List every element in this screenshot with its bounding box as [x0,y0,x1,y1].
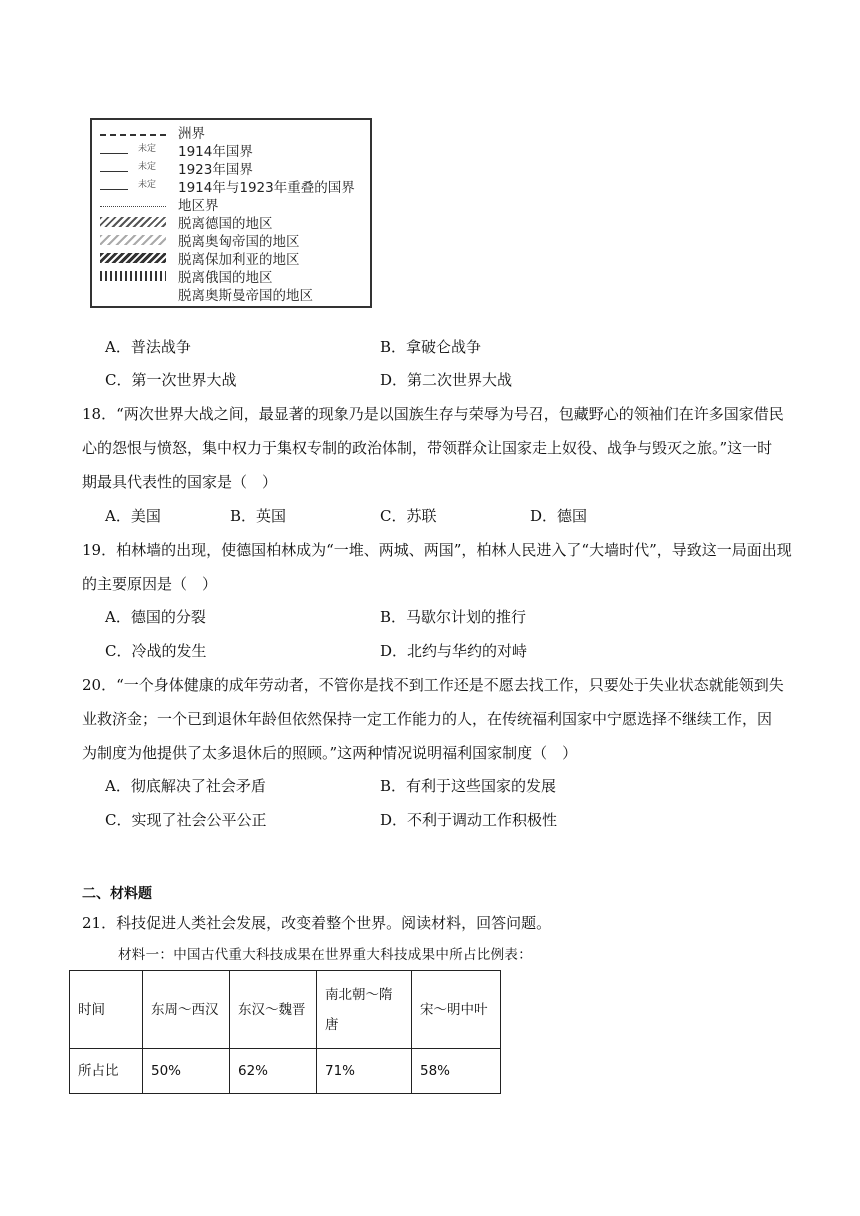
legend-label: 地区界 [178,198,219,214]
legend-row [92,213,273,231]
legend-label: 洲界 [178,126,205,142]
legend-row [92,231,300,249]
hatch-bulgaria-icon [100,253,166,263]
q20-option-c[interactable]: C．实现了社会公平公正 [105,811,267,829]
q20-option-b[interactable]: B．有利于这些国家的发展 [380,777,557,795]
q19-option-d[interactable]: D．北约与华约的对峙 [380,642,528,660]
table-header-cell: 所占比 [70,1049,143,1094]
q19-option-a[interactable]: A．德国的分裂 [105,608,206,626]
table-row [70,971,501,1049]
hatch-austria-icon [100,235,166,245]
legend-label: 脱离保加利亚的地区 [178,252,300,268]
legend-row [92,285,313,303]
dotted-line-icon [100,206,166,207]
q19-option-c[interactable]: C．冷战的发生 [105,642,207,660]
q18-option-b[interactable]: B．英国 [230,507,287,525]
q17-option-d[interactable]: D．第二次世界大战 [380,371,513,389]
legend-label: 脱离奥匈帝国的地区 [178,234,300,250]
q19-option-b[interactable]: B．马歇尔计划的推行 [380,608,527,626]
legend-label: 1914年国界 [178,144,253,160]
legend-row [92,249,300,267]
legend-label: 脱离奥斯曼帝国的地区 [178,288,313,304]
legend-row [92,267,273,285]
border-line-icon: 未定 [100,163,166,173]
q17-option-a[interactable]: A．普法战争 [105,338,191,356]
q20-text-line: 为制度为他提供了太多退休后的照顾。”这两种情况说明福利国家制度（ ） [82,744,578,762]
map-legend [90,118,372,308]
legend-row [92,123,205,141]
bars-russia-icon [100,271,166,281]
q20-option-a[interactable]: A．彻底解决了社会矛盾 [105,777,266,795]
dash-line-icon [100,134,166,136]
table-cell: 南北朝～隋唐 [317,971,412,1049]
q19-text-line: 的主要原因是（ ） [82,575,218,593]
table-cell: 58% [412,1049,501,1094]
q20-text-line: 20．“一个身体健康的成年劳动者，不管你是找不到工作还是不愿去找工作，只要处于失业状态就能领到失 [82,676,784,694]
q18-option-a[interactable]: A．美国 [105,507,161,525]
table-cell: 62% [230,1049,317,1094]
legend-row [92,177,355,195]
blank-symbol [100,289,166,299]
q19-text-line: 19．柏林墙的出现，使德国柏林成为“一堆、两城、两国”，柏林人民进入了“大墙时代”，导致这一局面出现 [82,541,792,559]
legend-row [92,141,253,159]
border-line-icon: 未定 [100,145,166,155]
material-table [69,970,501,1094]
hatch-germany-icon [100,217,166,227]
q17-option-c[interactable]: C．第一次世界大战 [105,371,237,389]
table-cell: 71% [317,1049,412,1094]
table-cell: 50% [143,1049,230,1094]
legend-label: 脱离德国的地区 [178,216,273,232]
table-cell: 东汉～魏晋 [230,971,317,1049]
q20-text-line: 业救济金；一个已到退休年龄但依然保持一定工作能力的人，在传统福利国家中宁愿选择不继续工作，因 [82,710,773,728]
q18-text-line: 期最具代表性的国家是（ ） [82,473,278,491]
q18-text-line: 18．“两次世界大战之间，最显著的现象乃是以国族生存与荣辱为号召，包藏野心的领袖们在许多国家借民 [82,405,784,423]
q18-option-d[interactable]: D．德国 [530,507,588,525]
table-header-cell: 时间 [70,971,143,1049]
border-line-icon: 未定 [100,181,166,191]
legend-label: 1923年国界 [178,162,253,178]
legend-label: 脱离俄国的地区 [178,270,273,286]
q17-option-b[interactable]: B．拿破仑战争 [380,338,482,356]
q20-option-d[interactable]: D．不利于调动工作积极性 [380,811,558,829]
table-cell: 宋～明中叶 [412,971,501,1049]
table-cell: 东周～西汉 [143,971,230,1049]
section-heading: 二、材料题 [82,886,152,902]
q18-option-c[interactable]: C．苏联 [380,507,437,525]
q18-text-line: 心的怨恨与愤怒，集中权力于集权专制的政治体制，带领群众让国家走上奴役、战争与毁灭之旅。”这一时 [82,439,773,457]
q21-text: 21．科技促进人类社会发展，改变着整个世界。阅读材料，回答问题。 [82,914,552,932]
legend-row [92,159,253,177]
table-row [70,1049,501,1094]
legend-label: 1914年与1923年重叠的国界 [178,180,355,196]
material-one-caption: 材料一：中国古代重大科技成果在世界重大科技成果中所占比例表： [118,947,532,963]
legend-row [92,195,219,213]
